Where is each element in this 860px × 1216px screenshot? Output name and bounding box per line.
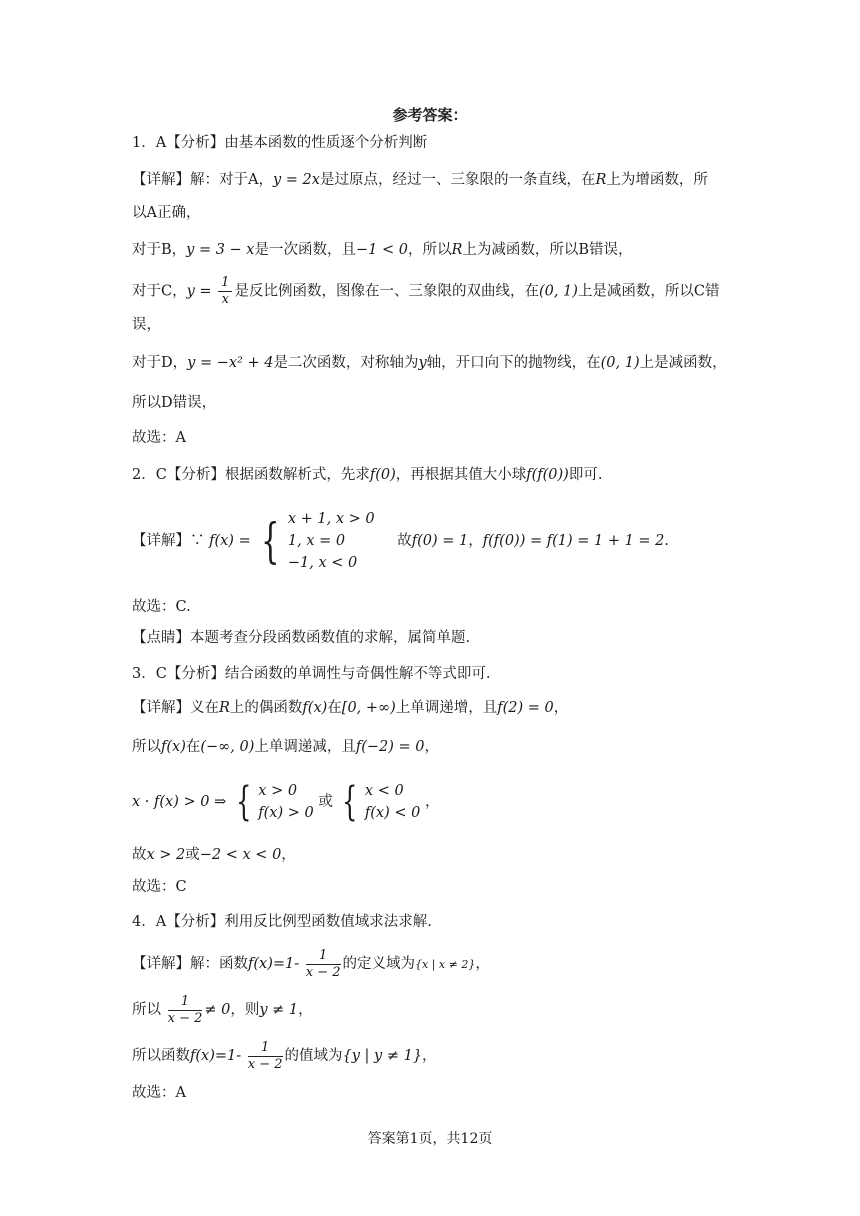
q1-detail-d-cont: 所以D错误， bbox=[132, 395, 217, 411]
q3-inequality: x · f(x) > 0 ⇒ { x > 0 f(x) > 0 或 { x < 0 f(x) < 0 ， bbox=[132, 779, 440, 825]
q1-detail-d: 对于D，y = −x² + 4是二次函数，对称轴为y轴，开口向下的抛物线，在(0, 1)上是减函数， bbox=[132, 355, 727, 371]
q3-analysis: 3．C【分析】结合函数的单调性与奇偶性解不等式即可. bbox=[132, 666, 491, 682]
fraction-1-over-x-minus-2: $\frac{1}{x - 2}$ bbox=[167, 993, 203, 1026]
q4-detail-1: 【详解】解：函数f(x)=1- $\frac{1}{x - 2}$ 的定义域为{x | x ≠ 2}， bbox=[132, 947, 490, 980]
system-positive: { x > 0 f(x) > 0 bbox=[235, 779, 314, 825]
q3-detail-1: 【详解】义在R上的偶函数f(x)在[0, +∞)上单调递增，且f(2) = 0， bbox=[132, 700, 569, 716]
page-title: 参考答案： bbox=[392, 106, 468, 124]
page-footer: 答案第1页，共12页 bbox=[367, 1131, 493, 1147]
q2-analysis: 2．C【分析】根据函数解析式，先求f(0)，再根据其值大小球f(f(0))即可. bbox=[132, 467, 603, 483]
q2-note: 【点睛】本题考查分段函数函数值的求解，属简单题. bbox=[132, 630, 471, 646]
q1-analysis: 1．A【分析】由基本函数的性质逐个分析判断 bbox=[132, 135, 428, 151]
q3-answer: 故选：C bbox=[132, 879, 187, 895]
fraction-1-over-x-minus-2: $\frac{1}{x - 2}$ bbox=[305, 947, 341, 980]
q4-analysis: 4．A【分析】利用反比例型函数值域求法求解. bbox=[132, 914, 432, 930]
q4-answer: 故选：A bbox=[132, 1085, 186, 1101]
q1-detail-a-cont: 以A正确， bbox=[132, 205, 201, 221]
q2-detail: 【详解】∵ f(x) = { x + 1, x > 0 1, x = 0 −1, x < 0 故f(0) = 1，f(f(0)) = f(1) = 1 + 1 = 2. bbox=[132, 508, 669, 574]
system-negative: { x < 0 f(x) < 0 bbox=[342, 779, 421, 825]
q1-detail-a: 【详解】解：对于A，y = 2x是过原点，经过一、三象限的一条直线，在R上为增函数，所 bbox=[132, 172, 708, 188]
q1-detail-c: 对于C，y = $\frac{1}{x}$ 是反比例函数，图像在一、三象限的双曲线，在(0, 1)上是减函数，所以C错 bbox=[132, 275, 720, 307]
q3-detail-2: 所以f(x)在(−∞, 0)上单调递减，且f(−2) = 0， bbox=[132, 739, 440, 755]
q4-detail-3: 所以函数f(x)=1- $\frac{1}{x - 2}$ 的值域为{y | y ≠ 1}， bbox=[132, 1039, 437, 1072]
fraction-1-over-x-minus-2: $\frac{1}{x - 2}$ bbox=[247, 1039, 283, 1072]
q1-answer: 故选：A bbox=[132, 430, 186, 446]
q2-answer: 故选：C. bbox=[132, 599, 191, 615]
q4-detail-2: 所以 $\frac{1}{x - 2}$ ≠ 0，则y ≠ 1， bbox=[132, 993, 313, 1026]
q1-detail-b: 对于B，y = 3 − x是一次函数，且−1 < 0，所以R上为减函数，所以B错误， bbox=[132, 242, 633, 258]
q3-conclusion: 故x > 2或−2 < x < 0， bbox=[132, 847, 296, 863]
fraction-1-over-x: $\frac{1}{x}$ bbox=[218, 275, 232, 308]
q1-detail-c-cont: 误， bbox=[132, 317, 161, 333]
piecewise-function: { x + 1, x > 0 1, x = 0 −1, x < 0 bbox=[261, 511, 375, 571]
